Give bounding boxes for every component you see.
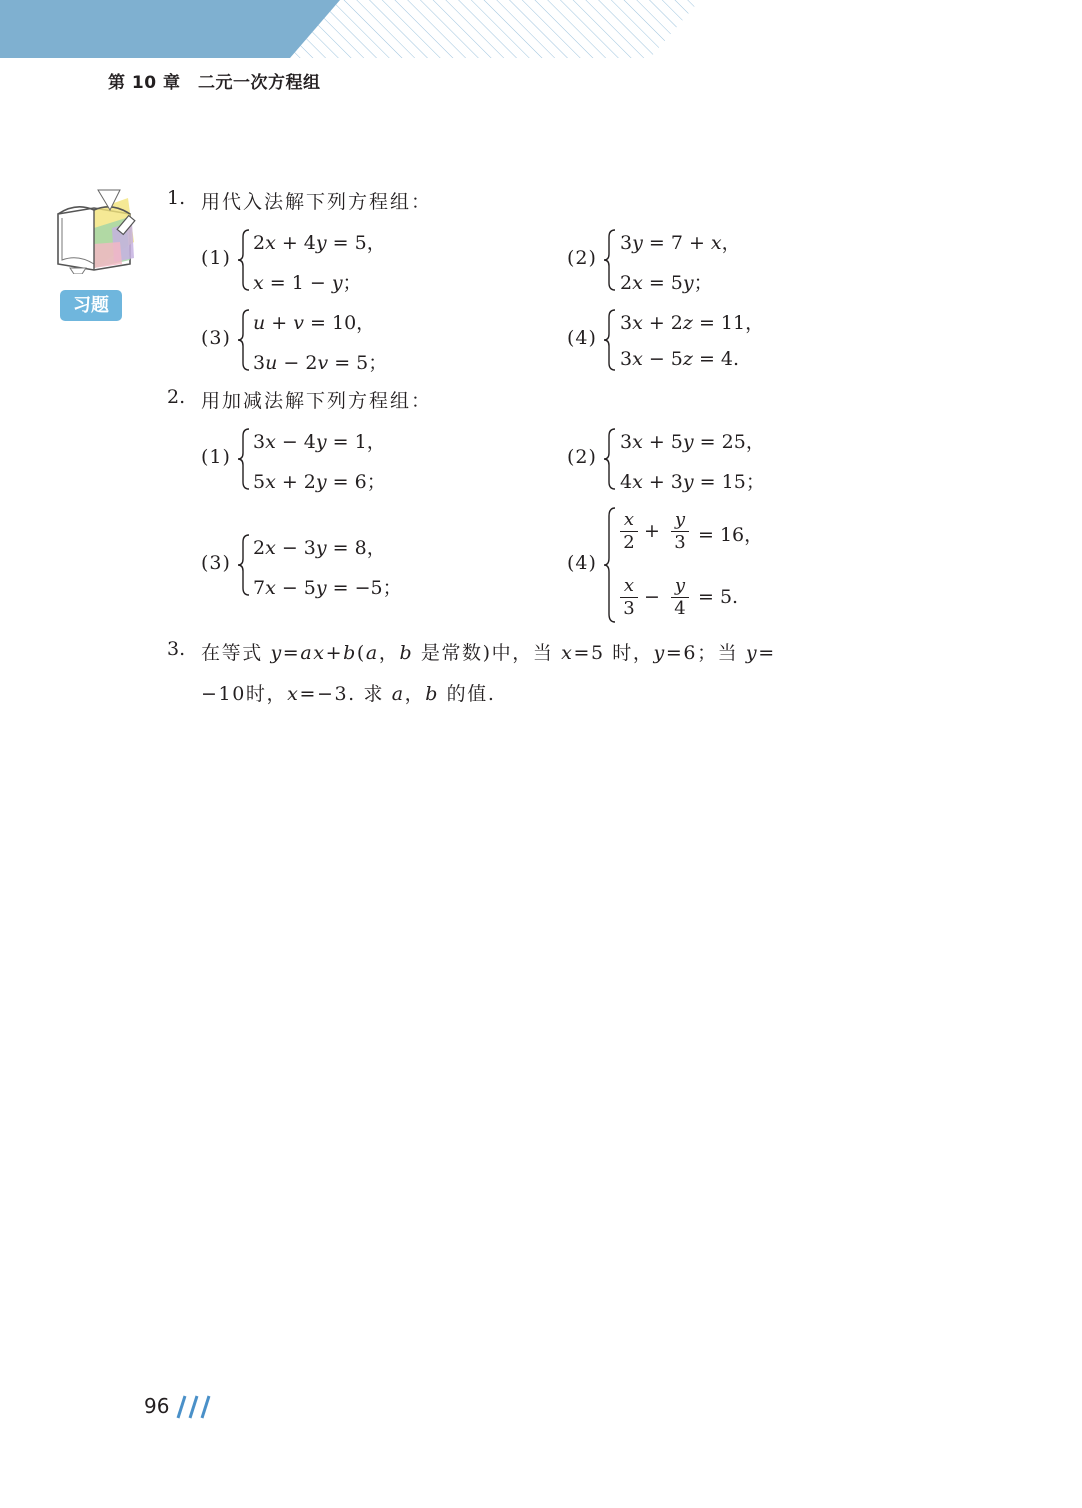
q1-system-3-label: (3) xyxy=(201,327,231,349)
q2-system-4-brace xyxy=(603,506,617,624)
question-2-text: 用加减法解下列方程组： xyxy=(201,390,433,412)
q1-system-4-brace xyxy=(603,308,617,372)
q2-system-2-brace xyxy=(603,427,617,491)
q1-system-4-eq1: 3x + 2z = 11， xyxy=(620,312,765,334)
frac-x-over-2: x 2 xyxy=(620,510,638,553)
question-1-number: 1. xyxy=(167,187,186,209)
q1-system-2-eq1: 3y = 7 + x， xyxy=(620,232,741,254)
book-pencil-icon xyxy=(50,188,138,274)
q2-system-1-label: (1) xyxy=(201,446,231,468)
q1-system-1-eq2: x = 1 − y； xyxy=(253,272,362,294)
q2-system-4-label: (4) xyxy=(567,552,597,574)
q2-system-3-brace xyxy=(237,533,251,597)
frac-y-over-3: y 3 xyxy=(671,510,689,553)
page-slash-mark xyxy=(176,1394,216,1420)
q2-system-1-eq1: 3x − 4y = 1， xyxy=(253,431,386,453)
q2-system-3-eq1: 2x − 3y = 8， xyxy=(253,537,386,559)
question-3-line-1: 在等式 y=ax+b(a，b 是常数)中，当 x=5 时，y=6；当 y= xyxy=(201,642,776,664)
minus-sign: − xyxy=(644,586,660,608)
frac-x-over-3: x 3 xyxy=(620,576,638,619)
q1-system-2-eq2: 2x = 5y； xyxy=(620,272,713,294)
q1-system-2-label: (2) xyxy=(567,247,597,269)
q1-system-3-eq1: u + v = 10， xyxy=(253,312,376,334)
q2-system-2-eq1: 3x + 5y = 25， xyxy=(620,431,765,453)
q1-system-1-label: (1) xyxy=(201,247,231,269)
q1-system-3-brace xyxy=(237,308,251,372)
q2-system-1-brace xyxy=(237,427,251,491)
plus-sign: + xyxy=(644,520,660,542)
section-badge: 习题 xyxy=(60,290,122,321)
chapter-title: 第 10 章 二元一次方程组 xyxy=(108,73,321,93)
question-2-number: 2. xyxy=(167,386,186,408)
q2-system-2-label: (2) xyxy=(567,446,597,468)
eq1-rhs: = 16， xyxy=(698,524,764,546)
q1-system-2-brace xyxy=(603,228,617,292)
eq2-rhs: = 5. xyxy=(698,586,739,608)
q2-system-2-eq2: 4x + 3y = 15； xyxy=(620,471,765,493)
q2-system-1-eq2: 5x + 2y = 6； xyxy=(253,471,386,493)
question-3-number: 3. xyxy=(167,638,186,660)
frac-y-over-4: y 4 xyxy=(671,576,689,619)
q1-system-4-eq2: 3x − 5z = 4. xyxy=(620,348,740,370)
q1-system-1-brace xyxy=(237,228,251,292)
q2-system-3-label: (3) xyxy=(201,552,231,574)
q2-system-3-eq2: 7x − 5y = −5； xyxy=(253,577,402,599)
header-band xyxy=(0,0,700,58)
question-1-text: 用代入法解下列方程组： xyxy=(201,191,433,213)
q1-system-4-label: (4) xyxy=(567,327,597,349)
q1-system-3-eq2: 3u − 2v = 5； xyxy=(253,352,388,374)
page-number: 96 xyxy=(144,1394,170,1418)
q1-system-1-eq1: 2x + 4y = 5， xyxy=(253,232,386,254)
question-3-line-2: −10时，x=−3. 求 a，b 的值. xyxy=(201,683,496,705)
